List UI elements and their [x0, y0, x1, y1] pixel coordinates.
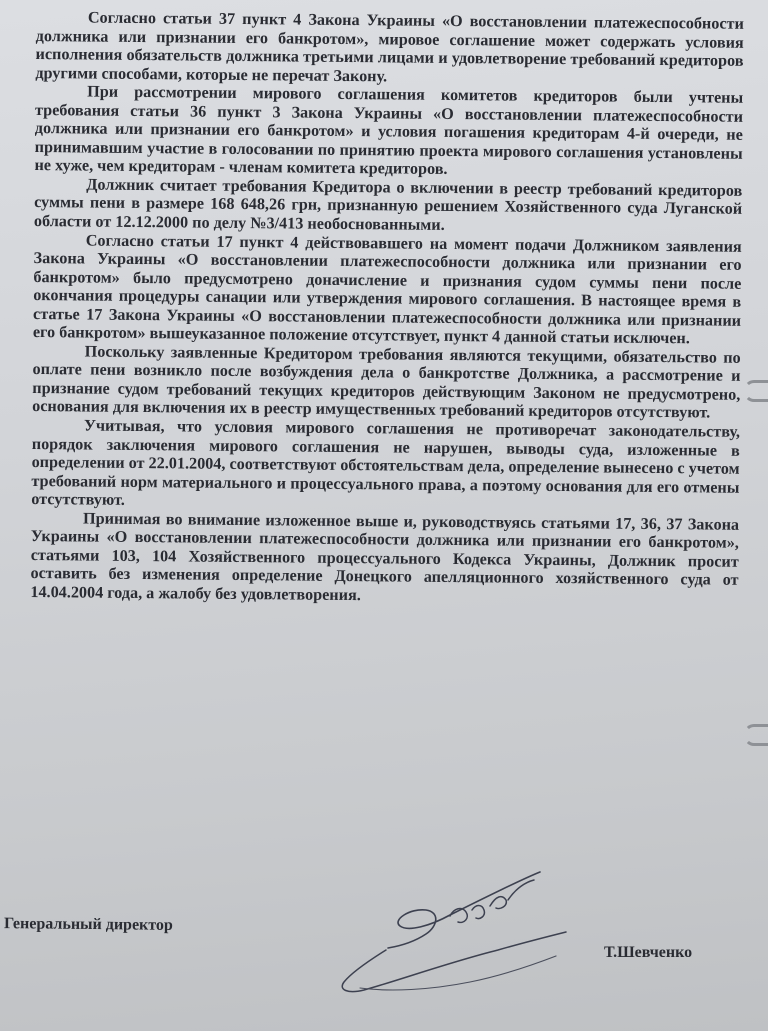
binder-ring	[744, 724, 768, 746]
paragraph: При рассмотрении мирового соглашения комитетов кредиторов были учтены требования статьи 36 пункт 3 Закона Украины «О восстановлении платежеспособности должника или признании его банкротом» и условия погашения кредиторам 4-й очереди, не принимавшим участие в голосовании по принятию проекта мирового соглашения установлены не хуже, чем кредиторам - членам комитета кредиторов.	[34, 82, 744, 179]
paragraph: Принимая во внимание изложенное выше и, руководствуясь статьями 17, 36, 37 Закона Украины «О восстановлении платежеспособности должника или признании его банкротом», статьями 103, 104 Хозяйственного процессуального Кодекса Украины, Должник просит оставить без изменения определение Донецкого апелляционного хозяйственного суда от 14.04.2004 года, а жалобу без удовлетворения.	[30, 509, 740, 605]
paragraph: Должник считает требования Кредитора о включении в реестр требований кредиторов суммы пени в размере 168 648,26 грн, признанную решением Хозяйственного суда Луганской области от 12.12.2000 по делу №3/413 необоснованными.	[33, 175, 743, 234]
paragraph: Согласно статьи 17 пункт 4 действовавшего на момент подачи Должником заявления Закона Украины «О восстановлении платежеспособности должника или признании его банкротом» было предусмотрено доначисление и признания судом суммы пени после окончания процедуры санации или утверждения мирового соглашения. В настоящее время в статье 17 Закона Украины «О восстановлении платежеспособности должника или признании его банкротом» вышеуказанное положение отсутствует, пункт 4 данной статьи исключен.	[32, 231, 742, 348]
paragraph: Учитывая, что условия мирового соглашения не противоречат законодательству, порядок заключения мирового соглашения не нарушен, выводы суда, изложенные в определении от 22.01.2004, соответствуют обстоятельствам дела, определение вынесено с учетом требований норм материального и процессуального права, а поэтому основания для его отмены отсутствуют.	[31, 416, 741, 510]
handwritten-signature	[330, 860, 600, 1000]
signatory-name: Т.Шевченко	[604, 944, 693, 961]
paragraph: Согласно статьи 37 пункт 4 Закона Украины «О восстановлении платежеспособности должника или признании его банкротом», мировое соглашение может содержать условия исполнения обязательств должника третьими лицами и удовлетворение требований кредиторов другими способами, которые не перечат Закону.	[35, 8, 744, 86]
paragraph: Поскольку заявленные Кредитором требования являются текущими, обязательство по оплате пени возникло после возбуждения дела о банкротстве Должника, а рассмотрение и признание судом требований текущих кредиторов действующим Законом не предусмотрено, основания для включения их в реестр имущественных требований кредиторов отсутствуют.	[32, 342, 741, 422]
binder-ring	[744, 380, 768, 402]
signatory-role: Генеральный директор	[3, 915, 173, 934]
